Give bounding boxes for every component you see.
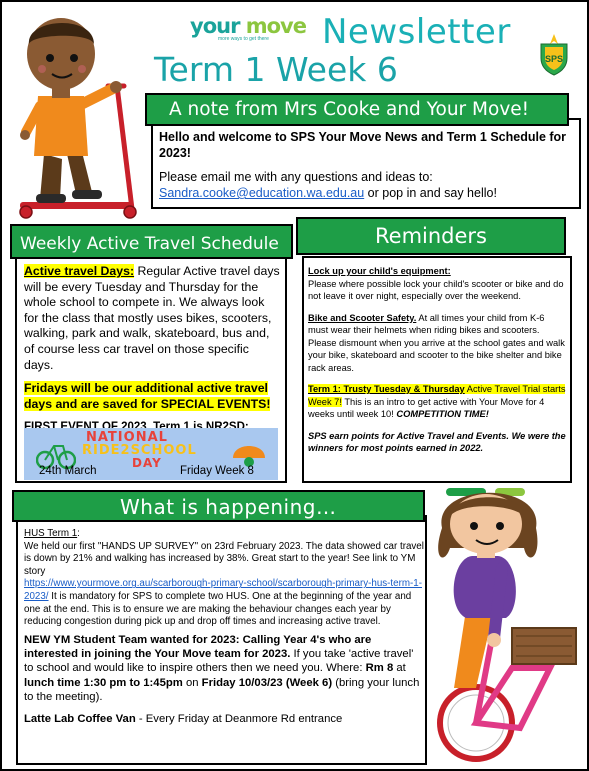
hus-colon: : [77, 528, 80, 539]
term-week-title: Term 1 Week 6 [154, 50, 398, 89]
banner-friday: Friday Week 8 [180, 465, 254, 477]
hus-after: It is mandatory for SPS to complete two HUS. One at the beginning of the year and one at the end. This is to ensure we are making the behaviour changes each year by reducing congestion during pick up and drop off times and increasing active travel. [24, 590, 412, 628]
fridays-text: Fridays will be our additional active travel days and are saved for SPECIAL EVENTS! [24, 381, 271, 411]
note-heading: A note from Mrs Cooke and Your Move! [145, 93, 569, 126]
email-intro: Please email me with any questions and ideas to: [159, 170, 433, 184]
fridays-paragraph [24, 381, 280, 412]
email-after: or pop in and say hello! [364, 186, 497, 200]
safety-paragraph [308, 312, 567, 375]
what-text [24, 528, 424, 731]
email-link[interactable]: Sandra.cooke@education.wa.edu.au [159, 186, 365, 200]
your-move-logo [190, 16, 310, 42]
reminders-text [308, 265, 567, 464]
team-room: Rm 8 [365, 662, 394, 675]
team-text: If you take 'active travel' to school and would like to inspire others then we need you. Where: [24, 648, 414, 675]
team-after: (bring your lunch to the meeting). [24, 676, 420, 703]
logo-move: move [245, 14, 306, 38]
hus-title: HUS Term 1 [24, 528, 78, 539]
trial-competition: COMPETITION TIME! [396, 409, 489, 419]
weekly-text [24, 264, 280, 436]
newsletter-title: Newsletter [322, 12, 511, 52]
active-days-text: Regular Active travel days will be every Tuesday and Thursday for the whole school to compete in. We always look for the class that mostly uses bikes, scooters, walking, park and walk, skateboard, bus and, of course less car travel on those specific days. [24, 264, 280, 372]
logo-tagline: more ways to get there [218, 36, 269, 42]
lock-paragraph [308, 265, 567, 303]
weekly-heading: Weekly Active Travel Schedule [10, 224, 293, 259]
points-text: SPS earn points for Active Travel and Events. We were the winners for most points earned in 2022. [308, 430, 566, 453]
banner-date: 24th March [39, 465, 97, 477]
note-text [159, 129, 569, 201]
trial-text: This is an intro to get active with Your Move for 4 weeks until week 10! [308, 396, 545, 419]
lock-title: Lock up your child's equipment: [308, 266, 451, 276]
welcome-text: Hello and welcome to SPS Your Move News and Term 1 Schedule for 2023! [159, 130, 567, 160]
trial-title: Term 1: Trusty Tuesday & Thursday [308, 384, 465, 394]
sps-badge-icon [537, 32, 571, 76]
active-days-label: Active travel Days: [24, 264, 135, 278]
what-heading: What is happening… [12, 490, 425, 522]
team-time: lunch time 1:30 pm to 1:45pm [24, 676, 183, 689]
team-friday: Friday 10/03/23 (Week 6) [201, 676, 333, 689]
team-paragraph [24, 633, 424, 704]
team-bold: NEW YM Student Team wanted for 2023: Calling Year 4's who are interested in joining the Your Move team for 2023. [24, 633, 372, 661]
latte-paragraph [24, 712, 424, 726]
latte-text: - Every Friday at Deanmore Rd entrance [135, 713, 343, 726]
hus-text: We held our first "HANDS UP SURVEY" on 23rd February 2023. The data showed car travel is down by 21% and walking has increased by 38%. Great start to the year! See link to YM story [24, 540, 424, 577]
banner-national: NATIONAL [86, 430, 168, 445]
active-days-paragraph [24, 264, 280, 373]
email-line [159, 185, 569, 201]
boy-scooter-illustration [12, 14, 142, 219]
logo-your: your [190, 14, 240, 38]
hus-link[interactable]: https://www.yourmove.org.au/scarborough-primary-school/scarborough-primary-hus-term-1-2023/ [24, 578, 423, 602]
team-at: at [393, 662, 406, 675]
hus-paragraph [24, 528, 424, 629]
safety-text: At all times your child from K-6 must wear their helmets when riding bikes and scooters. Please dismount when you arrive at the school gates and walk your bike, skateboard and scooter to the bike shelter and bike rack areas. [308, 312, 565, 373]
latte-bold: Latte Lab Coffee Van [24, 713, 136, 726]
trial-paragraph [308, 383, 567, 421]
reminders-heading: Reminders [296, 217, 566, 255]
banner-ride: RIDE2SCHOOL [82, 443, 197, 458]
banner-day: DAY [132, 456, 162, 470]
girl-bicycle-illustration [432, 488, 588, 768]
team-on: on [182, 676, 202, 689]
lock-text: Please where possible lock your child's scooter or bike and do not leave it over night, especially over the weekend. [308, 278, 564, 301]
trial-highlight: Active Travel Trial starts Week 7! [308, 384, 566, 407]
safety-title: Bike and Scooter Safety. [308, 312, 417, 323]
sps-badge-text: SPS [544, 54, 564, 64]
